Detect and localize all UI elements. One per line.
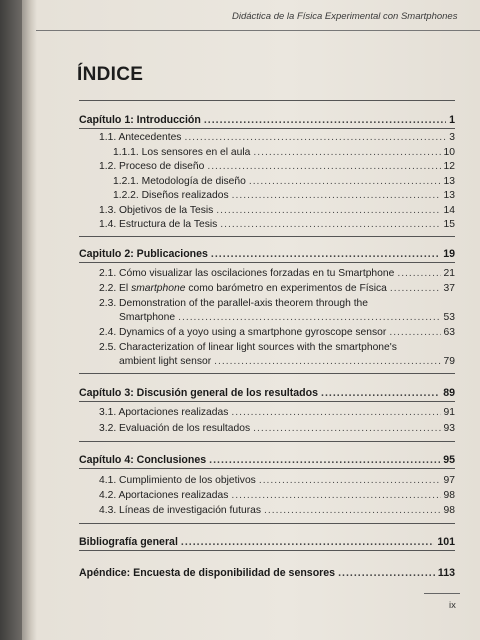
leader-dots	[390, 283, 441, 294]
page-number: 98	[443, 505, 455, 516]
running-header: Didáctica de la Física Experimental con Smartphones	[232, 11, 458, 22]
entry-title: 1.1. Antecedentes	[99, 132, 182, 143]
chapter-title: Bibliografía general	[79, 536, 178, 548]
page-number: 37	[443, 283, 455, 294]
toc-entry-2-1[interactable]	[99, 268, 455, 279]
page-number: 10	[443, 147, 455, 158]
toc-entry-1-2-2[interactable]	[113, 190, 455, 201]
page-number: 53	[443, 312, 455, 323]
leader-dots	[338, 567, 435, 579]
chapter-title: Capítulo 1: Introducción	[79, 114, 201, 126]
section-rule	[79, 373, 455, 374]
entry-title: 1.2. Proceso de diseño	[99, 161, 205, 172]
toc-entry-3-2[interactable]	[99, 423, 455, 434]
toc-entry-2-5-line1[interactable]: 2.5. Characterization of linear light sources with the smartphone's	[99, 342, 397, 353]
leader-dots	[216, 205, 440, 216]
book-gutter	[0, 0, 22, 640]
page-title: ÍNDICE	[77, 64, 144, 85]
page-number: 3	[449, 132, 455, 143]
leader-dots	[253, 423, 440, 434]
page-number: 15	[443, 219, 455, 230]
footer-page-number: ix	[449, 600, 456, 611]
toc-entry-1-4[interactable]	[99, 219, 455, 230]
toc-entry-2-2[interactable]	[99, 283, 455, 294]
page-number: 14	[443, 205, 455, 216]
entry-title: 1.3. Objetivos de la Tesis	[99, 205, 214, 216]
page-number: 91	[443, 407, 455, 418]
chapter-rule	[79, 468, 455, 469]
toc-chapter-4[interactable]	[79, 454, 455, 466]
toc-chapter-3[interactable]	[79, 387, 455, 399]
toc-bibliography[interactable]	[79, 536, 455, 548]
leader-dots	[207, 161, 440, 172]
page-number: 13	[443, 176, 455, 187]
leader-dots	[249, 176, 441, 187]
entry-title-prefix: 2.2. El	[99, 283, 132, 294]
entry-title: 3.2. Evaluación de los resultados	[99, 423, 251, 434]
leader-dots	[231, 407, 440, 418]
toc-appendix[interactable]	[79, 567, 455, 579]
leader-dots	[231, 490, 440, 501]
leader-dots	[389, 327, 440, 338]
page-number: 113	[437, 567, 455, 579]
page-number: 1	[449, 114, 455, 126]
entry-title: ambient light sensor	[119, 356, 212, 367]
toc-entry-2-4[interactable]	[99, 327, 455, 338]
page-number: 98	[443, 490, 455, 501]
chapter-rule	[79, 128, 455, 129]
leader-dots	[214, 356, 440, 367]
footer-rule	[424, 593, 460, 594]
entry-title: Smartphone	[119, 312, 176, 323]
entry-title: 4.1. Cumplimiento de los objetivos	[99, 475, 256, 486]
leader-dots	[220, 219, 440, 230]
entry-title: 1.4. Estructura de la Tesis	[99, 219, 218, 230]
page-number: 12	[443, 161, 455, 172]
section-rule	[79, 441, 455, 442]
section-rule	[79, 550, 455, 551]
entry-title: 4.2. Aportaciones realizadas	[99, 490, 229, 501]
page-number: 21	[443, 268, 455, 279]
page-number: 89	[443, 387, 455, 399]
toc-entry-4-3[interactable]	[99, 505, 455, 516]
entry-title: 1.2.1. Metodología de diseño	[113, 176, 246, 187]
entry-title: 2.4. Dynamics of a yoyo using a smartphone gyroscope sensor	[99, 327, 387, 338]
entry-title: 1.1.1. Los sensores en el aula	[113, 147, 251, 158]
leader-dots	[259, 475, 441, 486]
leader-dots	[253, 147, 440, 158]
toc-entry-1-2[interactable]	[99, 161, 455, 172]
chapter-title: Capitulo 2: Publicaciones	[79, 248, 208, 260]
toc-entry-1-2-1[interactable]	[113, 176, 455, 187]
chapter-title: Apéndice: Encuesta de disponibilidad de sensores	[79, 567, 336, 579]
leader-dots	[204, 114, 446, 126]
toc-entry-2-3[interactable]	[119, 312, 455, 323]
toc-entry-2-3-line1[interactable]: 2.3. Demonstration of the parallel-axis theorem through the	[99, 298, 369, 309]
page-number: 13	[443, 190, 455, 201]
entry-title: 3.1. Aportaciones realizadas	[99, 407, 229, 418]
toc-entry-3-1[interactable]	[99, 407, 455, 418]
chapter-title: Capítulo 4: Conclusiones	[79, 454, 207, 466]
toc-entry-1-1[interactable]	[99, 132, 455, 143]
page-number: 63	[443, 327, 455, 338]
entry-title-emphasis: smartphone	[131, 283, 186, 294]
leader-dots	[209, 454, 440, 466]
page-number: 101	[437, 536, 455, 548]
toc-chapter-1[interactable]	[79, 114, 455, 126]
leader-dots	[232, 190, 441, 201]
section-rule	[79, 236, 455, 237]
toc-top-rule	[79, 100, 455, 101]
entry-title-suffix: como barómetro en experimentos de Física	[185, 283, 387, 294]
leader-dots	[184, 132, 446, 143]
toc-chapter-2[interactable]	[79, 248, 455, 260]
chapter-rule	[79, 401, 455, 402]
leader-dots	[264, 505, 441, 516]
chapter-title: Capítulo 3: Discusión general de los resultados	[79, 387, 319, 399]
toc-entry-1-1-1[interactable]	[113, 147, 455, 158]
toc-entry-1-3[interactable]	[99, 205, 455, 216]
page-number: 79	[443, 356, 455, 367]
page-number: 95	[443, 454, 455, 466]
entry-title	[99, 283, 387, 294]
page-number: 19	[443, 248, 455, 260]
leader-dots	[321, 387, 440, 399]
toc-entry-4-1[interactable]	[99, 475, 455, 486]
leader-dots	[178, 312, 440, 323]
page-number: 97	[443, 475, 455, 486]
header-rule	[36, 30, 480, 31]
entry-title: 4.3. Líneas de investigación futuras	[99, 505, 261, 516]
leader-dots	[397, 268, 440, 279]
section-rule	[79, 523, 455, 524]
entry-title: 2.1. Cómo visualizar las oscilaciones forzadas en tu Smartphone	[99, 268, 395, 279]
leader-dots	[181, 536, 434, 548]
toc-entry-4-2[interactable]	[99, 490, 455, 501]
toc-entry-2-5[interactable]	[119, 356, 455, 367]
chapter-rule	[79, 262, 455, 263]
leader-dots	[211, 248, 440, 260]
entry-title: 1.2.2. Diseños realizados	[113, 190, 229, 201]
page-number: 93	[443, 423, 455, 434]
